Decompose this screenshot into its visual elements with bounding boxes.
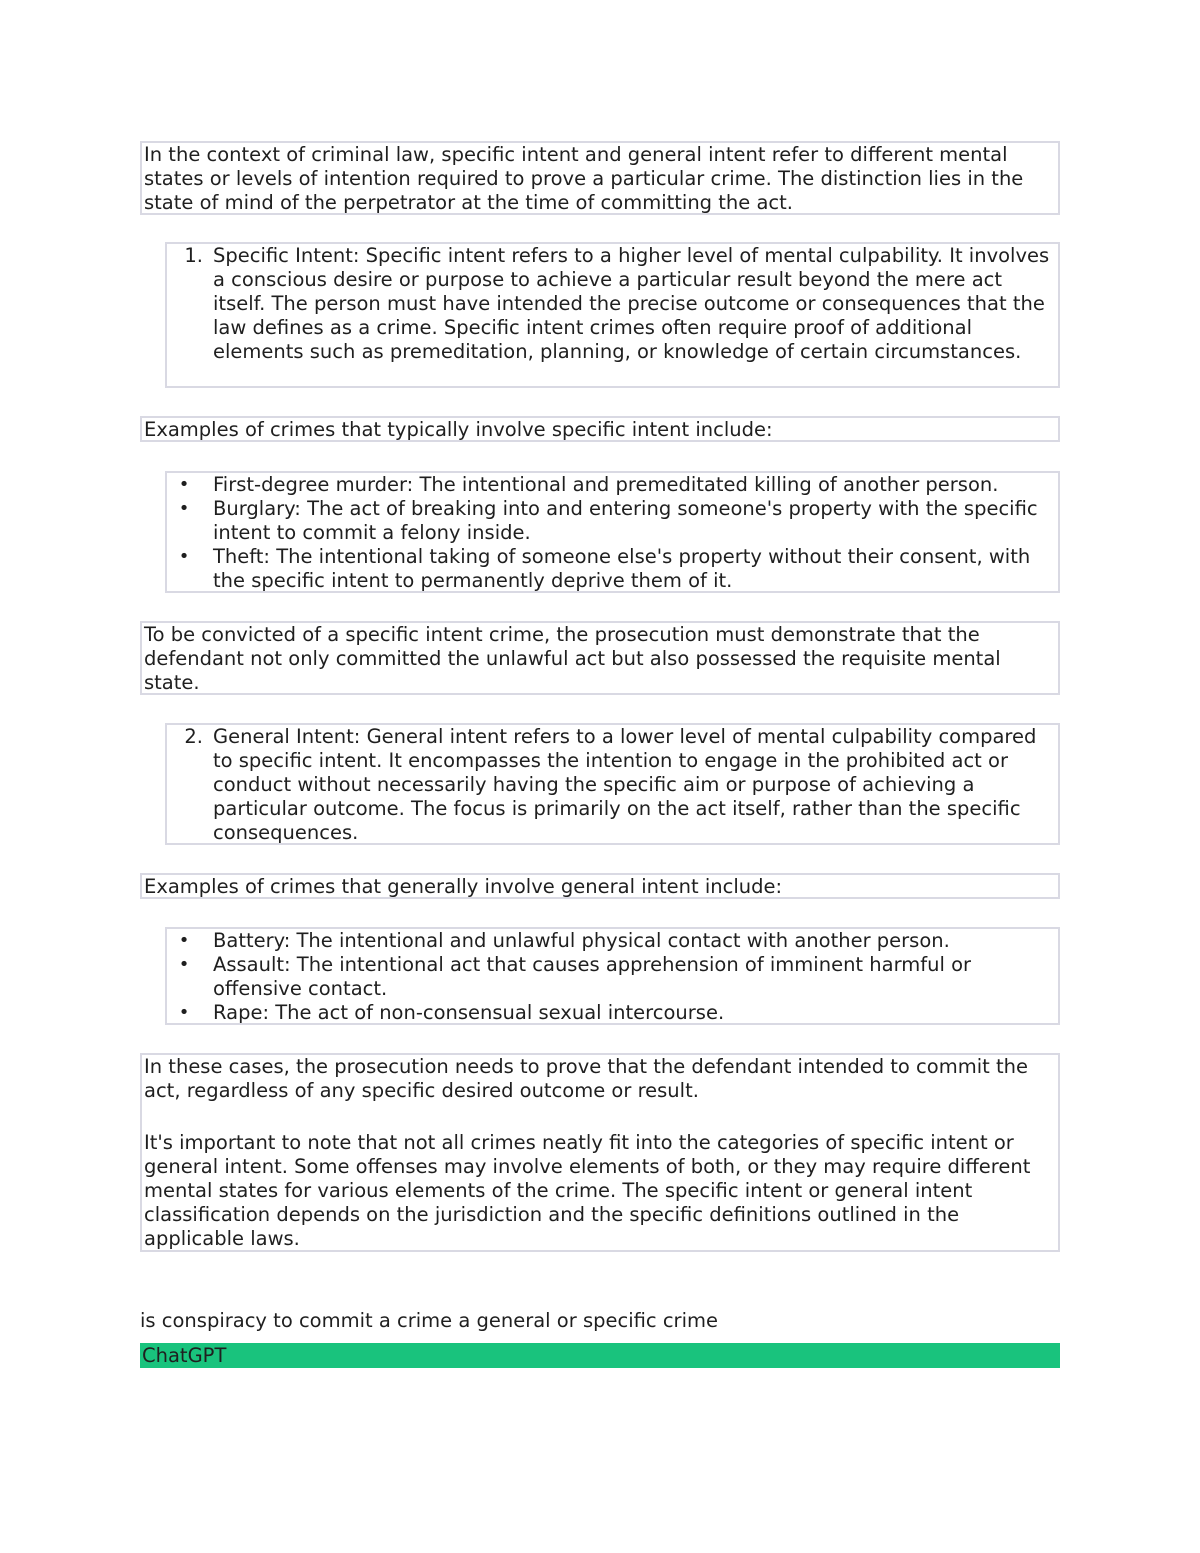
specific-examples-heading-block — [140, 416, 1060, 442]
list-item-text: First-degree murder: The intentional and premeditated killing of another person. — [213, 473, 999, 496]
list-item-text: Burglary: The act of breaking into and entering someone's property with the specific intent to commit a felony inside. — [213, 497, 1038, 544]
list-item — [169, 545, 1056, 593]
list-item — [169, 473, 1056, 497]
general-examples-list — [165, 927, 1060, 1025]
list-item-text: Theft: The intentional taking of someone else's property without their consent, with the specific intent to permanently deprive them of it. — [213, 545, 1031, 592]
list-number: 1. — [184, 244, 203, 267]
specific-intent-text: Specific Intent: Specific intent refers to a higher level of mental culpability. It involves a conscious desire or purpose to achieve a particular result beyond the mere act itself. The person must have intended the precise outcome or consequences that the law defines as a crime. Specific intent crimes often require proof of additional elements such as premeditation, planning, or knowledge of certain circumstances. — [213, 244, 1050, 363]
bullet-icon: • — [178, 1002, 190, 1023]
list-item — [169, 1001, 1056, 1025]
general-conclusion-paragraph: In these cases, the prosecution needs to prove that the defendant intended to commit the act, regardless of any specific desired outcome or result. — [144, 1055, 1028, 1102]
intro-paragraph: In the context of criminal law, specific intent and general intent refer to different mental states or levels of intention required to prove a particular crime. The distinction lies in the state of mind of the perpetrator at the time of committing the act. — [144, 143, 1024, 214]
bullet-icon: • — [178, 474, 190, 495]
intro-paragraph-block — [140, 141, 1060, 215]
specific-examples-list — [165, 471, 1060, 593]
specific-examples-heading: Examples of crimes that typically involve specific intent include: — [144, 418, 773, 441]
specific-intent-list-block — [165, 242, 1060, 388]
list-item-text: Assault: The intentional act that causes apprehension of imminent harmful or offensive contact. — [213, 953, 972, 1000]
list-item — [169, 929, 1056, 953]
specific-conviction-block — [140, 621, 1060, 695]
assistant-label-bar — [140, 1343, 1060, 1368]
general-examples-heading-block — [140, 873, 1060, 899]
bullet-icon: • — [178, 954, 190, 975]
bullet-icon: • — [178, 930, 190, 951]
list-item-text: Rape: The act of non-consensual sexual intercourse. — [213, 1001, 725, 1024]
note-paragraph: It's important to note that not all crimes neatly fit into the categories of specific intent or general intent. Some offenses may involve elements of both, or they may require different mental states for various elements of the crime. The specific intent or general intent classification depends on the jurisdiction and the specific definitions outlined in the applicable laws. — [144, 1131, 1031, 1250]
list-item-general-intent — [169, 725, 1056, 845]
specific-conviction-paragraph: To be convicted of a specific intent crime, the prosecution must demonstrate that the defendant not only committed the unlawful act but also possessed the requisite mental state. — [144, 623, 1001, 694]
list-number: 2. — [184, 725, 203, 748]
user-prompt: is conspiracy to commit a crime a general or specific crime — [140, 1309, 718, 1332]
general-examples-heading: Examples of crimes that generally involve general intent include: — [144, 875, 783, 898]
general-intent-text: General Intent: General intent refers to a lower level of mental culpability compared to specific intent. It encompasses the intention to engage in the prohibited act or conduct without necessarily having the specific aim or purpose of achieving a particular outcome. The focus is primarily on the act itself, rather than the specific consequences. — [213, 725, 1037, 844]
conclusion-block — [140, 1053, 1060, 1252]
assistant-label: ChatGPT — [142, 1344, 227, 1367]
list-item-specific-intent — [169, 244, 1056, 364]
list-item — [169, 497, 1056, 545]
list-item — [169, 953, 1056, 1001]
general-intent-list-block — [165, 723, 1060, 845]
bullet-icon: • — [178, 498, 190, 519]
list-item-text: Battery: The intentional and unlawful physical contact with another person. — [213, 929, 950, 952]
bullet-icon: • — [178, 546, 190, 567]
